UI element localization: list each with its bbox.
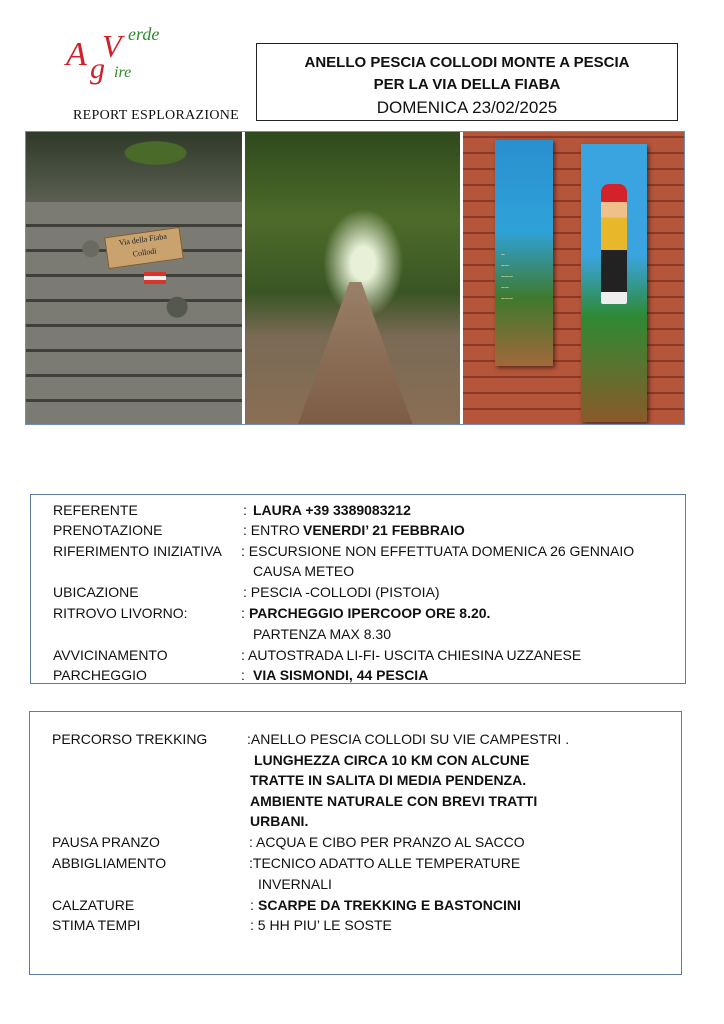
photo-stone-wall-sign (26, 132, 242, 424)
label-parcheggio: PARCHEGGIO (53, 667, 147, 683)
ivy-foliage (26, 132, 242, 202)
panel-scribble: ~ ~~ ~~~ ~~ ~~~ (500, 252, 513, 303)
value-percorso-3: TRATTE IN SALITA DI MEDIA PENDENZA. (250, 772, 527, 788)
painted-panel-cricket (495, 140, 553, 366)
value-percorso-2: LUNGHEZZA CIRCA 10 KM CON ALCUNE (254, 752, 530, 768)
sign-line-1: Via della Fiaba (118, 231, 168, 248)
sep-parcheggio: : (241, 667, 245, 683)
label-calzature: CALZATURE (52, 897, 135, 913)
value-avvicinamento: : AUTOSTRADA LI-FI- USCITA CHIESINA UZZANESE (241, 647, 582, 663)
logo-ire: ire (114, 64, 132, 81)
value-riferimento-2: CAUSA METEO (253, 563, 355, 579)
value-ritrovo-2: PARTENZA MAX 8.30 (253, 626, 391, 642)
sep-referente: : (243, 502, 247, 518)
value-ritrovo: PARCHEGGIO IPERCOOP ORE 8.20. (249, 605, 491, 621)
value-riferimento-1: : ESCURSIONE NON EFFETTUATA DOMENICA 26 GENNAIO (241, 543, 635, 559)
value-percorso-5: URBANI. (250, 813, 309, 829)
leaf-path (295, 282, 415, 424)
label-avvicinamento: AVVICINAMENTO (53, 647, 168, 663)
value-calzature: SCARPE DA TREKKING E BASTONCINI (258, 897, 521, 913)
logo-erde: erde (128, 24, 160, 44)
label-abbigliamento: ABBIGLIAMENTO (52, 855, 167, 871)
logo-letter-v: V (102, 28, 122, 64)
label-prenotazione: PRENOTAZIONE (53, 522, 163, 538)
title-line-1: ANELLO PESCIA COLLODI MONTE A PESCIA (304, 54, 630, 71)
label-stima: STIMA TEMPI (52, 917, 141, 933)
label-riferimento: RIFERIMENTO INIZIATIVA (53, 543, 222, 559)
info-box (30, 494, 686, 684)
value-ubicazione: : PESCIA -COLLODI (PISTOIA) (243, 584, 440, 600)
sign-line-2: Collodi (132, 246, 158, 259)
trail-marker (144, 272, 166, 284)
prefix-prenotazione: : ENTRO (243, 522, 300, 538)
title-line-2: PER LA VIA DELLA FIABA (373, 76, 561, 93)
value-parcheggio: VIA SISMONDI, 44 PESCIA (253, 667, 429, 683)
label-referente: REFERENTE (53, 502, 138, 518)
trail-sign (104, 227, 184, 269)
title-date: DOMENICA 23/02/2025 (376, 98, 558, 117)
trek-box (29, 711, 682, 975)
photo-strip (25, 131, 685, 425)
value-percorso-1: :ANELLO PESCIA COLLODI SU VIE CAMPESTRI . (247, 731, 570, 747)
value-prenotazione: VENERDI’ 21 FEBBRAIO (303, 522, 465, 538)
value-abbigliamento-1: :TECNICO ADATTO ALLE TEMPERATURE (249, 855, 521, 871)
value-abbigliamento-2: INVERNALI (258, 876, 332, 892)
report-label: REPORT ESPLORAZIONE (73, 108, 240, 123)
value-stima: : 5 HH PIU’ LE SOSTE (250, 917, 392, 933)
sep-calzature: : (250, 897, 254, 913)
painted-panel-pinocchio (581, 144, 647, 422)
agv-logo (60, 22, 190, 88)
value-pausa: : ACQUA E CIBO PER PRANZO AL SACCO (249, 834, 525, 850)
label-ritrovo: RITROVO LIVORNO: (53, 605, 188, 621)
label-percorso: PERCORSO TREKKING (52, 731, 208, 747)
label-ubicazione: UBICAZIONE (53, 584, 139, 600)
logo-letter-a: A (66, 36, 87, 73)
logo-letter-g: g (90, 52, 105, 85)
label-pausa: PAUSA PRANZO (52, 834, 160, 850)
pinocchio-figure (601, 184, 627, 304)
photo-painted-panels (463, 132, 684, 424)
title-box (256, 43, 678, 121)
value-referente: LAURA +39 3389083212 (253, 502, 411, 518)
photo-forest-path (245, 132, 459, 424)
sep-ritrovo: : (241, 605, 245, 621)
value-percorso-4: AMBIENTE NATURALE CON BREVI TRATTI (250, 793, 538, 809)
